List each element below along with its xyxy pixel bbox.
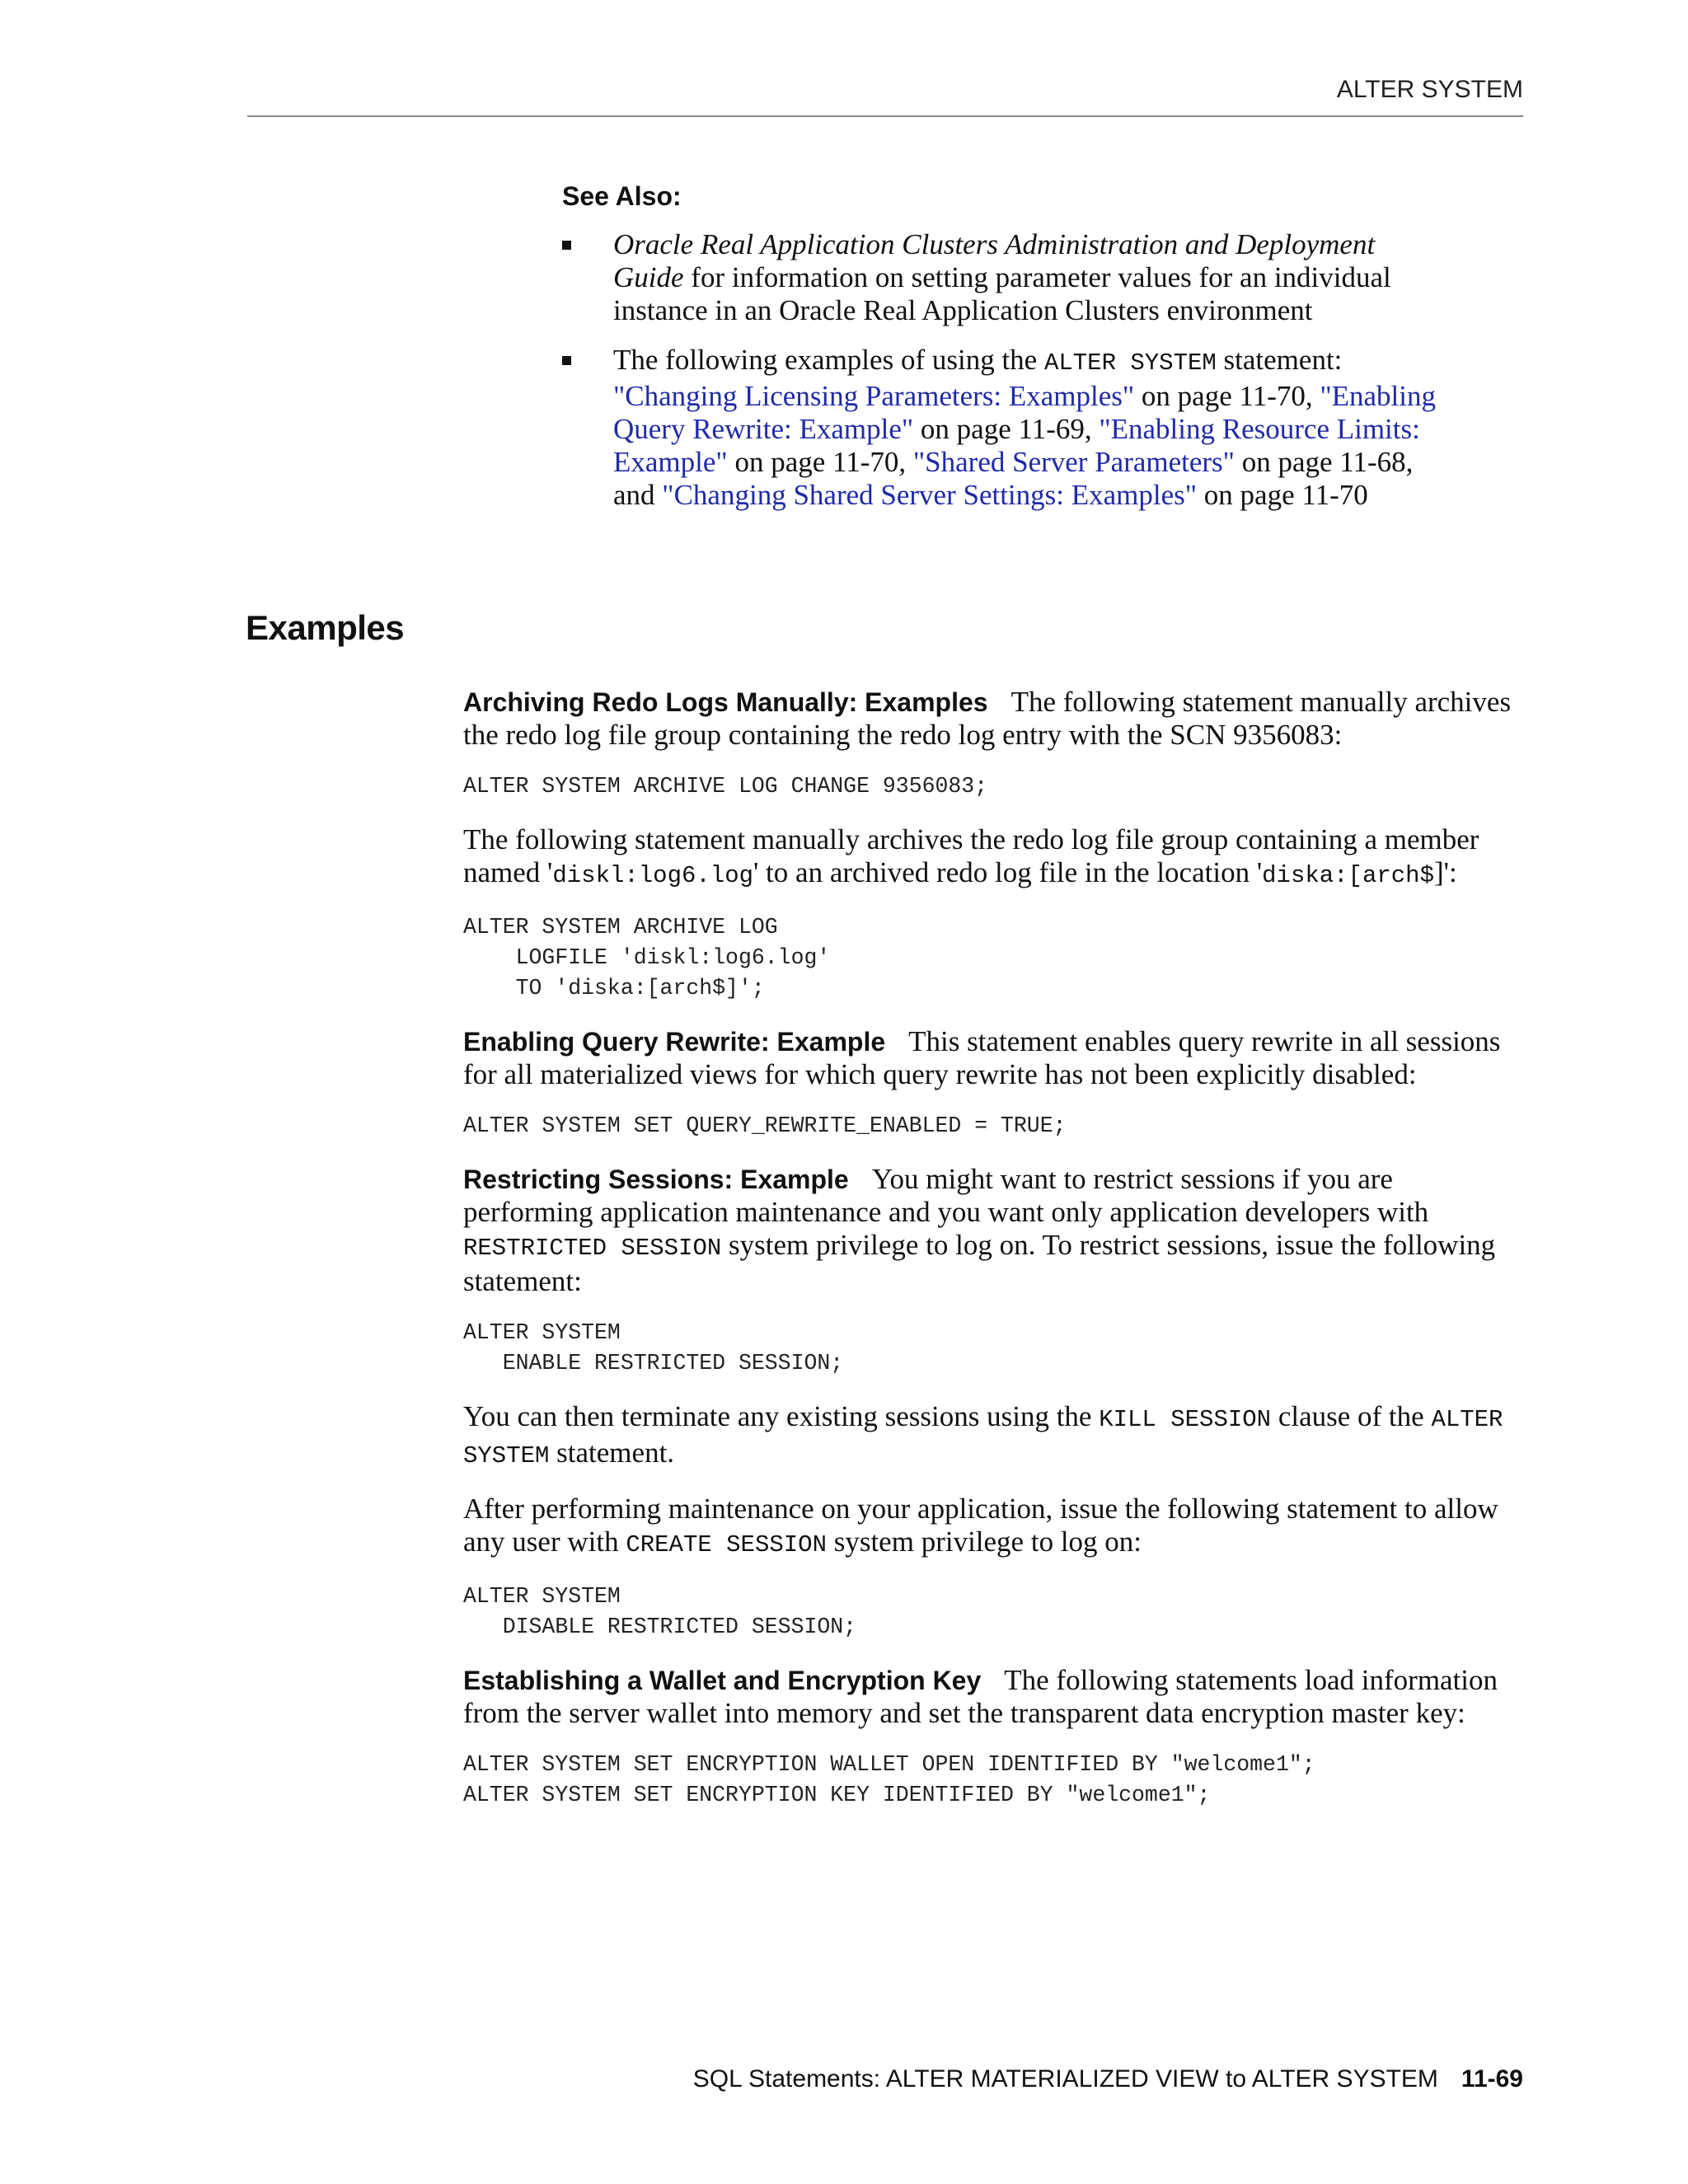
header-rule: [247, 115, 1523, 117]
footer-section-title: SQL Statements: ALTER MATERIALIZED VIEW to ALTER SYSTEM: [692, 2065, 1438, 2093]
paragraph: [463, 1025, 1526, 1091]
see-also-item: [562, 228, 1444, 327]
inline-code: ALTER SYSTEM: [463, 1406, 1503, 1469]
code-block: ALTER SYSTEM DISABLE RESTRICTED SESSION;: [463, 1584, 857, 1639]
link-shared-server-parameters[interactable]: "Shared Server Parameters": [912, 446, 1235, 478]
see-also-item: [562, 344, 1444, 512]
paragraph-text: The following statement manually archives the redo log file group containing the redo log entry with the SCN 9356083:: [463, 686, 1512, 751]
inline-code: ALTER SYSTEM: [1043, 349, 1217, 377]
page-reference: on page 11-70,: [1134, 380, 1320, 412]
running-footer: [247, 2065, 1523, 2093]
paragraph: [463, 823, 1526, 893]
paragraph-text: The following statement manually archives the redo log file group containing a member named ': [463, 823, 1479, 888]
page-reference: on page 11-70: [1197, 479, 1368, 511]
example-heading: Archiving Redo Logs Manually: Examples: [463, 687, 988, 717]
paragraph: [463, 1163, 1526, 1298]
code-block: ALTER SYSTEM ARCHIVE LOG LOGFILE 'diskl:log6.log' TO 'diska:[arch$]';: [463, 915, 831, 1001]
paragraph: [463, 1400, 1526, 1473]
paragraph: [463, 1664, 1526, 1730]
paragraph: [463, 1493, 1526, 1562]
see-also-title: See Also:: [562, 181, 682, 211]
paragraph-text: system privilege to log on. To restrict sessions, issue the following statement:: [463, 1229, 1496, 1297]
example-heading: Enabling Query Rewrite: Example: [463, 1027, 886, 1057]
paragraph-text: clause of the: [1271, 1400, 1432, 1432]
inline-code: diska:[arch$: [1262, 862, 1434, 889]
examples-body: [463, 686, 1526, 1832]
inline-code: KILL SESSION: [1099, 1406, 1272, 1433]
running-header: ALTER SYSTEM: [1336, 76, 1523, 103]
inline-code: diskl:log6.log: [552, 862, 753, 889]
paragraph-text: You might want to restrict sessions if you are performing application maintenance and you want only application developers with: [463, 1163, 1429, 1228]
link-enabling-query-rewrite[interactable]: "Enabling Query Rewrite: Example": [613, 380, 1437, 445]
link-changing-licensing-parameters[interactable]: "Changing Licensing Parameters: Examples": [613, 380, 1135, 412]
code-block: ALTER SYSTEM SET ENCRYPTION WALLET OPEN IDENTIFIED BY "welcome1"; ALTER SYSTEM SET ENCRYPTION KEY IDENTIFIED BY "welcome1";: [463, 1752, 1315, 1807]
example-heading: Establishing a Wallet and Encryption Key: [463, 1666, 982, 1695]
paragraph-text: statement.: [549, 1436, 675, 1469]
see-also-list: [562, 228, 1444, 512]
see-also-text: The following examples of using the: [613, 344, 1044, 376]
square-bullet-icon: [562, 241, 571, 250]
link-changing-shared-server-settings[interactable]: "Changing Shared Server Settings: Examples": [662, 479, 1198, 511]
paragraph-text: The following statements load information from the server wallet into memory and set the transparent data encryption master key:: [463, 1664, 1498, 1729]
page-reference: on page 11-70,: [727, 446, 913, 478]
square-bullet-icon: [562, 356, 571, 365]
code-block: ALTER SYSTEM SET QUERY_REWRITE_ENABLED = TRUE;: [463, 1113, 1067, 1138]
paragraph-text: You can then terminate any existing sessions using the: [463, 1400, 1100, 1432]
page-number: 11-69: [1461, 2065, 1523, 2093]
see-also-text: statement:: [1216, 344, 1343, 376]
paragraph: [463, 686, 1526, 752]
see-also-text: for information on setting parameter values for an individual instance in an Oracle Real Application Clusters environment: [613, 261, 1391, 326]
code-block: ALTER SYSTEM ENABLE RESTRICTED SESSION;: [463, 1320, 844, 1376]
code-block: ALTER SYSTEM ARCHIVE LOG CHANGE 9356083;: [463, 774, 988, 799]
paragraph-text: This statement enables query rewrite in all sessions for all materialized views for which query rewrite has not been explicitly disabled:: [463, 1025, 1501, 1090]
section-heading: Examples: [246, 608, 405, 647]
inline-code: CREATE SESSION: [626, 1531, 827, 1558]
paragraph-text: ' to an archived redo log file in the location ': [753, 856, 1263, 888]
page-reference: on page 11-68, and: [613, 446, 1414, 511]
paragraph-text: ]':: [1433, 856, 1457, 888]
page-reference: on page 11-69,: [913, 413, 1100, 445]
paragraph-text: After performing maintenance on your application, issue the following statement to allow any user with: [463, 1493, 1498, 1558]
see-also-note: [562, 181, 1444, 528]
paragraph-text: system privilege to log on:: [826, 1526, 1142, 1558]
example-heading: Restricting Sessions: Example: [463, 1165, 849, 1194]
book-title: Oracle Real Application Clusters Administration and Deployment Guide: [613, 228, 1376, 293]
inline-code: RESTRICTED SESSION: [463, 1235, 722, 1262]
link-enabling-resource-limits[interactable]: "Enabling Resource Limits: Example": [613, 413, 1420, 478]
